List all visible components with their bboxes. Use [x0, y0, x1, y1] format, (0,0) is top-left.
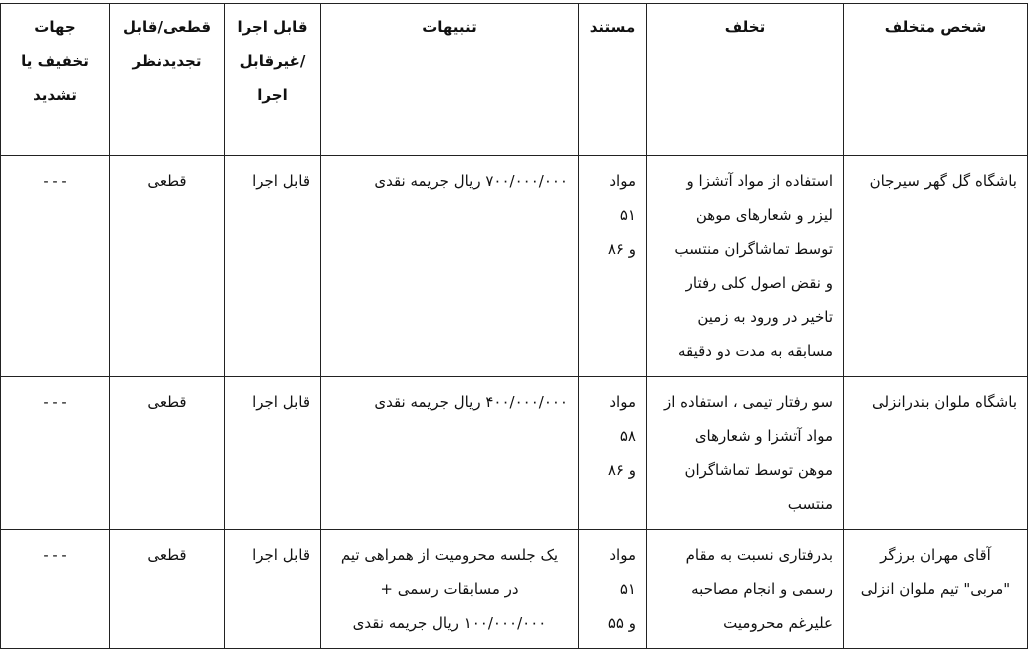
offender-cell: باشگاه ملوان بندرانزلی — [844, 377, 1028, 530]
header-mitigation: جهات تخفیف یا تشدید — [1, 4, 110, 156]
table-row — [1, 377, 1028, 530]
header-row — [1, 4, 1028, 156]
header-final: قطعی/قابل تجدیدنظر — [110, 4, 225, 156]
header-enforceable: قابل اجرا /غیرقابل اجرا — [225, 4, 321, 156]
mitigation-cell: --- — [1, 377, 110, 530]
violation-cell: سو رفتار تیمی ، استفاده از مواد آتشزا و شعارهای موهن توسط تماشاگران منتسب — [647, 377, 844, 530]
header-reference: مستند — [579, 4, 647, 156]
violation-cell: استفاده از مواد آتشزا و لیزر و شعارهای موهن توسط تماشاگران منتسب و نقض اصول کلی رفتار تاخیر در ورود به زمین مسابقه به مدت دو دقیقه — [647, 156, 844, 377]
header-violation: تخلف — [647, 4, 844, 156]
penalties-cell: ۴۰۰/۰۰۰/۰۰۰ ریال جریمه نقدی — [321, 377, 579, 530]
final-cell: قطعی — [110, 530, 225, 649]
header-penalties: تنبیهات — [321, 4, 579, 156]
mitigation-cell: --- — [1, 530, 110, 649]
header-offender: شخص متخلف — [844, 4, 1028, 156]
reference-cell: مواد ۵۱ و ۵۵ — [579, 530, 647, 649]
final-cell: قطعی — [110, 156, 225, 377]
penalties-cell: ۷۰۰/۰۰۰/۰۰۰ ریال جریمه نقدی — [321, 156, 579, 377]
enforceable-cell: قابل اجرا — [225, 377, 321, 530]
violation-cell: بدرفتاری نسبت به مقام رسمی و انجام مصاحبه علیرغم محرومیت — [647, 530, 844, 649]
reference-cell: مواد ۵۱ و ۸۶ — [579, 156, 647, 377]
disciplinary-rulings-table — [0, 3, 1028, 649]
penalties-cell: یک جلسه محرومیت از همراهی تیم در مسابقات رسمی + ۱۰۰/۰۰۰/۰۰۰ ریال جریمه نقدی — [321, 530, 579, 649]
offender-cell: آقای مهران برزگر "مربی" تیم ملوان انزلی — [844, 530, 1028, 649]
table-row — [1, 156, 1028, 377]
mitigation-cell: --- — [1, 156, 110, 377]
offender-cell: باشگاه گل گهر سیرجان — [844, 156, 1028, 377]
enforceable-cell: قابل اجرا — [225, 156, 321, 377]
table-row — [1, 530, 1028, 649]
enforceable-cell: قابل اجرا — [225, 530, 321, 649]
final-cell: قطعی — [110, 377, 225, 530]
reference-cell: مواد ۵۸ و ۸۶ — [579, 377, 647, 530]
